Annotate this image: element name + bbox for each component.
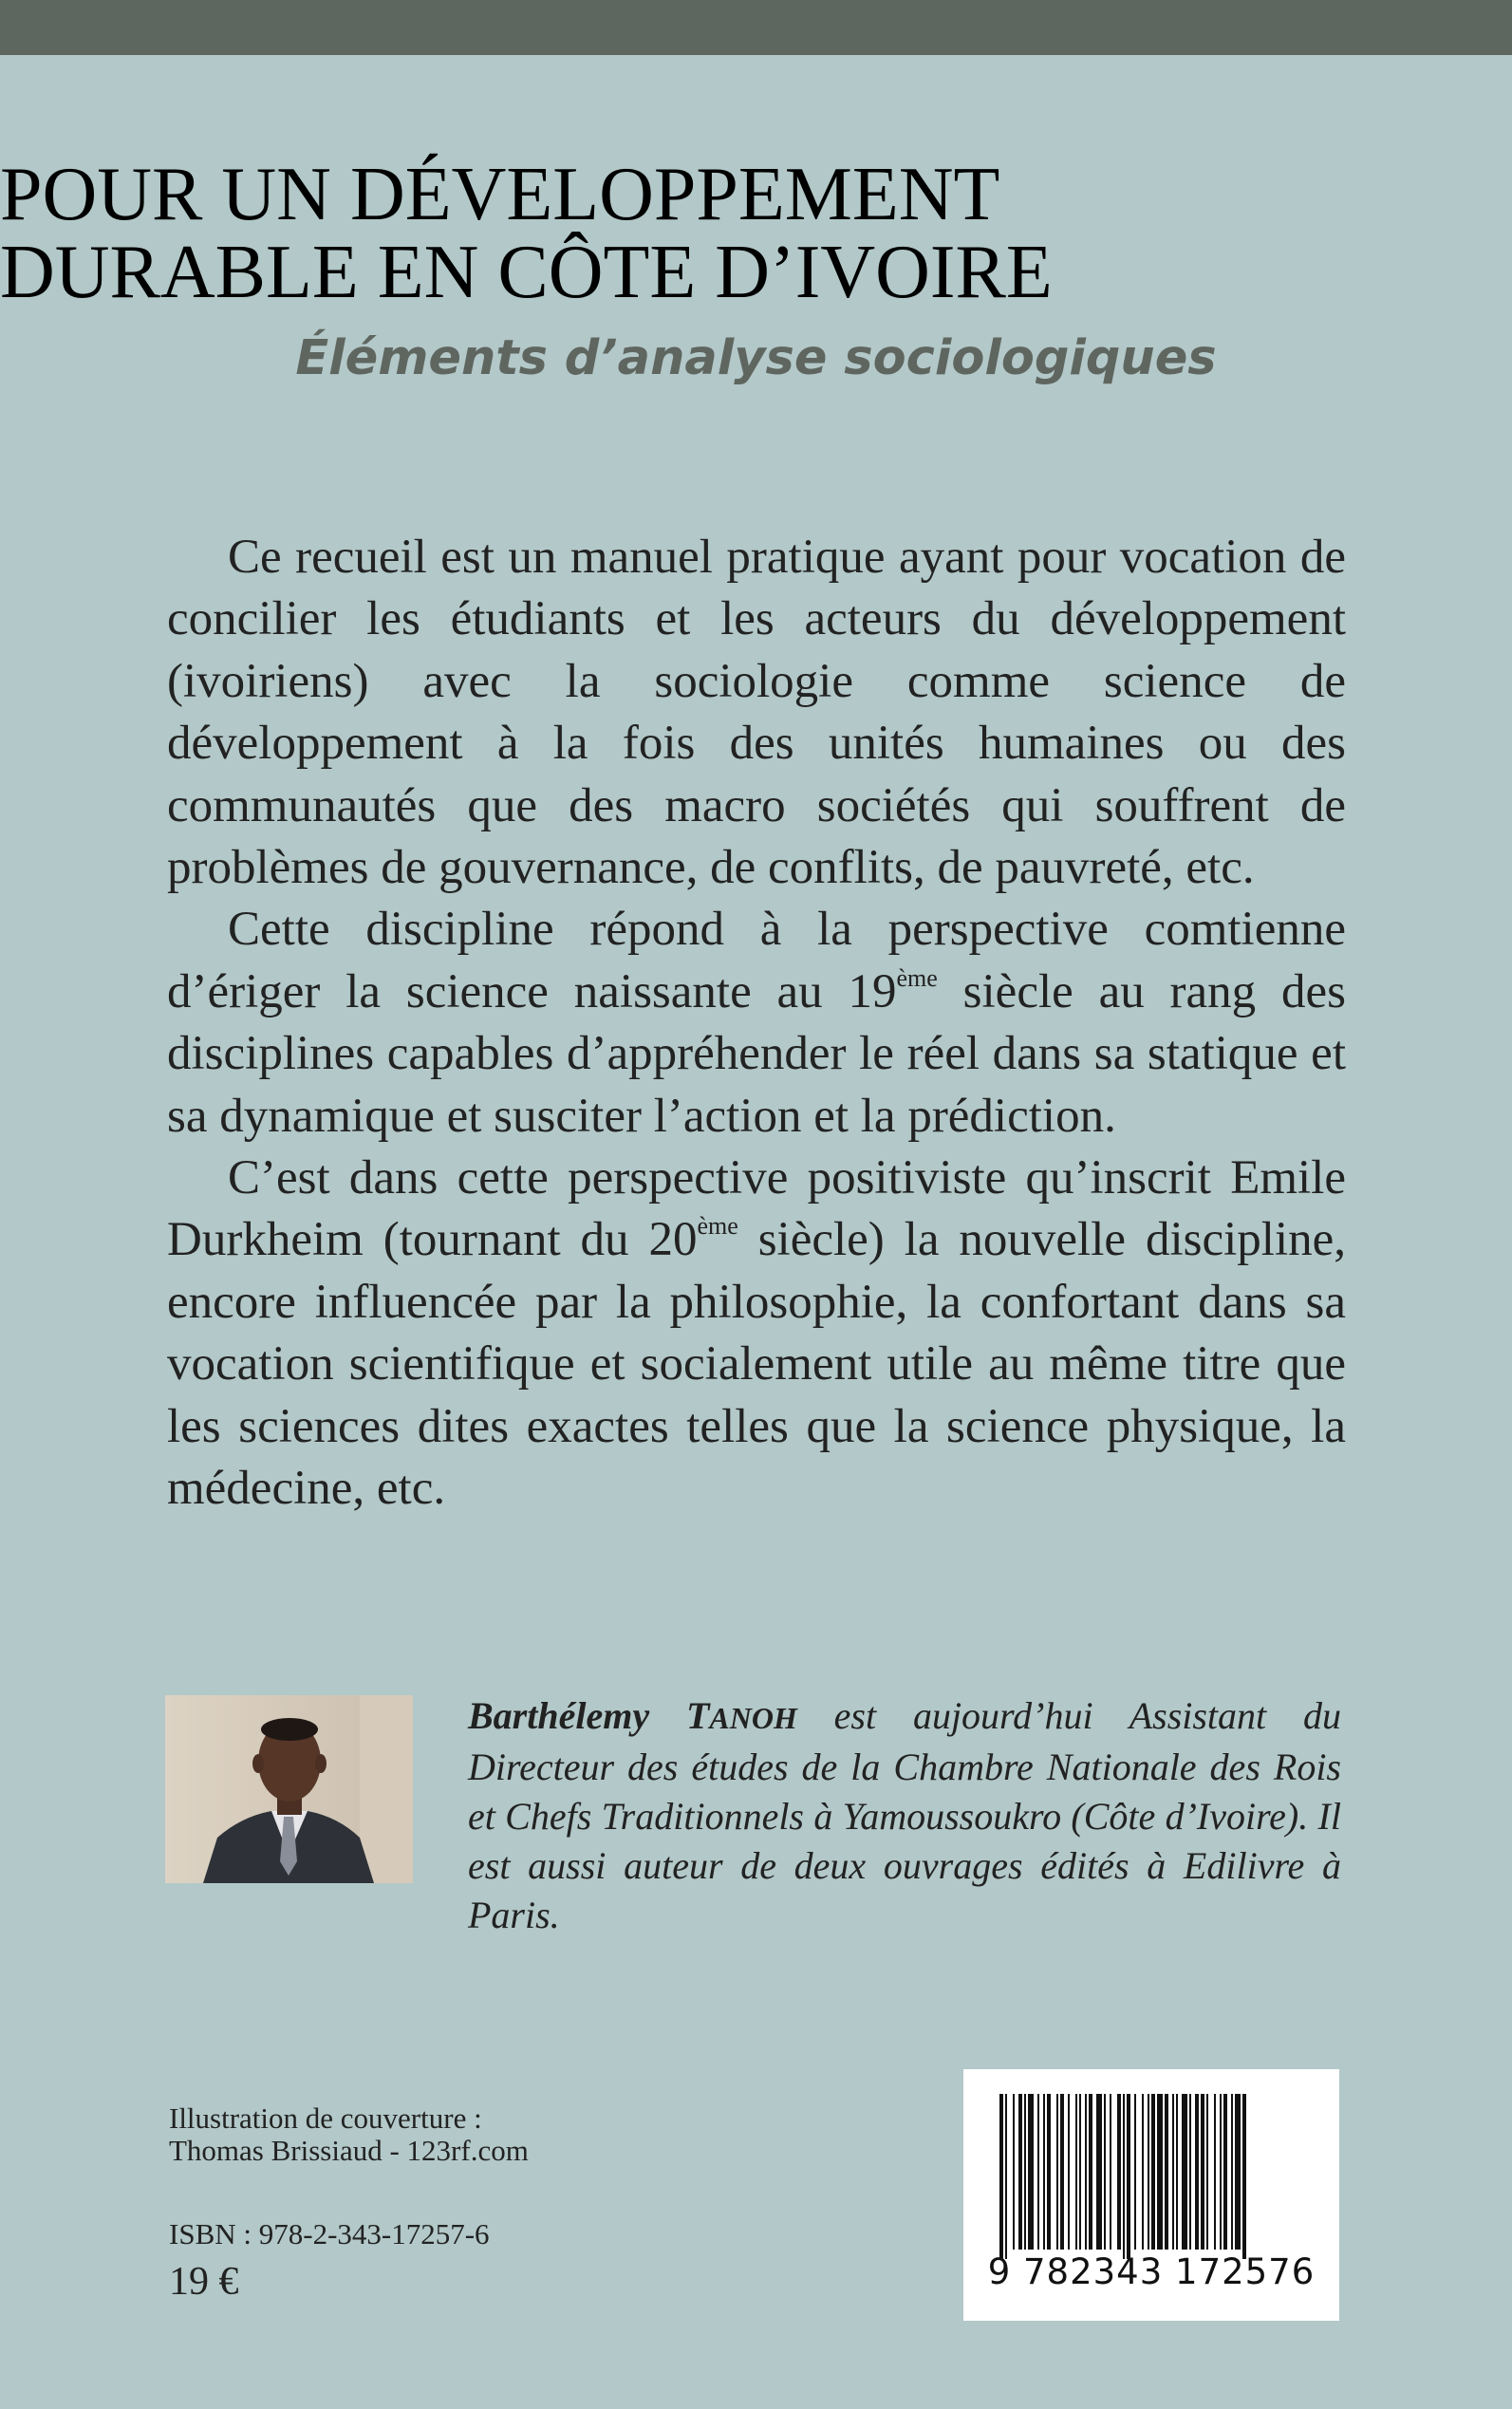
barcode: [963, 2069, 1339, 2321]
barcode-bar: [1127, 2094, 1130, 2259]
barcode-bar: [1148, 2094, 1149, 2250]
cover-credits: [169, 2102, 529, 2167]
barcode-bar: [1104, 2094, 1106, 2250]
barcode-bar: [1172, 2094, 1174, 2250]
barcode-bar: [1231, 2094, 1233, 2250]
barcode-bar: [1047, 2094, 1051, 2250]
barcode-bar: [1085, 2094, 1087, 2250]
barcode-bar: [1206, 2094, 1208, 2250]
author-name: Barthélemy TANOH: [468, 1694, 797, 1737]
barcode-bar: [1018, 2094, 1022, 2250]
barcode-bar: [1214, 2094, 1216, 2250]
barcode-bar: [1089, 2094, 1092, 2250]
blurb-paragraph-1: Ce recueil est un manuel pratique ayant pour vocation de concilier les étudiants et les acteurs du développement (ivoiriens) avec la sociologie comme science de développement à la fois des unités humaines ou des communautés que des macro sociétés qui souffrent de problèmes de gouvernance, de conflits, de pauvreté, etc.: [167, 531, 1346, 895]
barcode-bars: [963, 2069, 1339, 2259]
barcode-bar: [1142, 2094, 1144, 2250]
blurb-paragraph-2: Cette discipline répond à la perspective comtienne d’ériger la science naissante au 19ème siècle au rang des disciplines capables d’appréhender le réel dans sa statique et sa dynamique et susciter l’action et la prédiction.: [167, 903, 1346, 1143]
barcode-bar: [999, 2094, 1003, 2259]
barcode-bar: [1068, 2094, 1070, 2250]
barcode-bar: [1117, 2094, 1121, 2250]
barcode-bar: [1223, 2094, 1227, 2250]
barcode-bar: [1056, 2094, 1058, 2250]
author-photo: [165, 1695, 413, 1883]
book-title-line-2: DURABLE EN CÔTE D’IVOIRE: [0, 231, 1053, 314]
barcode-bar: [1110, 2094, 1111, 2250]
barcode-bar: [1195, 2094, 1199, 2250]
barcode-bar: [1235, 2094, 1241, 2250]
barcode-bar: [1182, 2094, 1187, 2250]
barcode-bar: [1157, 2094, 1163, 2250]
price: 19 €: [169, 2260, 239, 2304]
book-title-line-1: POUR UN DÉVELOPPEMENT: [0, 153, 1000, 236]
barcode-bar: [1079, 2094, 1081, 2250]
barcode-bar: [1134, 2094, 1136, 2250]
credits-value: Thomas Brissiaud - 123rf.com: [169, 2134, 529, 2167]
isbn: ISBN : 978-2-343-17257-6: [169, 2217, 490, 2250]
blurb-paragraph-3: C’est dans cette perspective positiviste qu’inscrit Emile Durkheim (tournant du 20ème siècle) la nouvelle discipline, encore influencée par la philosophie, la confortant dans sa vocation scientifique et socialement utile au même titre que les sciences dites exactes telles que la science physique, la médecine, etc.: [167, 1151, 1347, 1516]
barcode-bar: [1060, 2094, 1064, 2250]
barcode-bar: [1151, 2094, 1155, 2250]
barcode-bar: [1096, 2094, 1102, 2250]
barcode-bar: [1024, 2094, 1026, 2250]
barcode-digits: 9 782343 172576: [987, 2251, 1316, 2292]
book-subtitle: Éléments d’analyse sociologiques: [295, 330, 1217, 386]
barcode-bar: [1242, 2094, 1246, 2259]
barcode-bar: [1123, 2094, 1125, 2259]
blurb: [167, 527, 1346, 1521]
barcode-bar: [1201, 2094, 1204, 2250]
author-bio: Barthélemy TANOH est aujourd’hui Assistant du Directeur des études de la Chambre Nationale des Rois et Chefs Traditionnels à Yamoussoukro (Côte d’Ivoire). Il est aussi auteur de deux ouvrages édités à Edilivre à Paris.: [468, 1694, 1342, 1936]
barcode-bar: [1013, 2094, 1015, 2250]
top-band: [0, 0, 1512, 55]
barcode-bar: [1028, 2094, 1034, 2250]
barcode-bar: [1075, 2094, 1077, 2250]
barcode-bar: [1176, 2094, 1178, 2250]
credits-label: Illustration de couverture :: [169, 2101, 482, 2135]
barcode-bar: [1005, 2094, 1007, 2259]
barcode-bar: [1037, 2094, 1039, 2250]
barcode-bar: [1043, 2094, 1045, 2250]
barcode-bar: [1220, 2094, 1222, 2250]
barcode-bar: [1165, 2094, 1168, 2250]
barcode-bar: [1189, 2094, 1191, 2250]
